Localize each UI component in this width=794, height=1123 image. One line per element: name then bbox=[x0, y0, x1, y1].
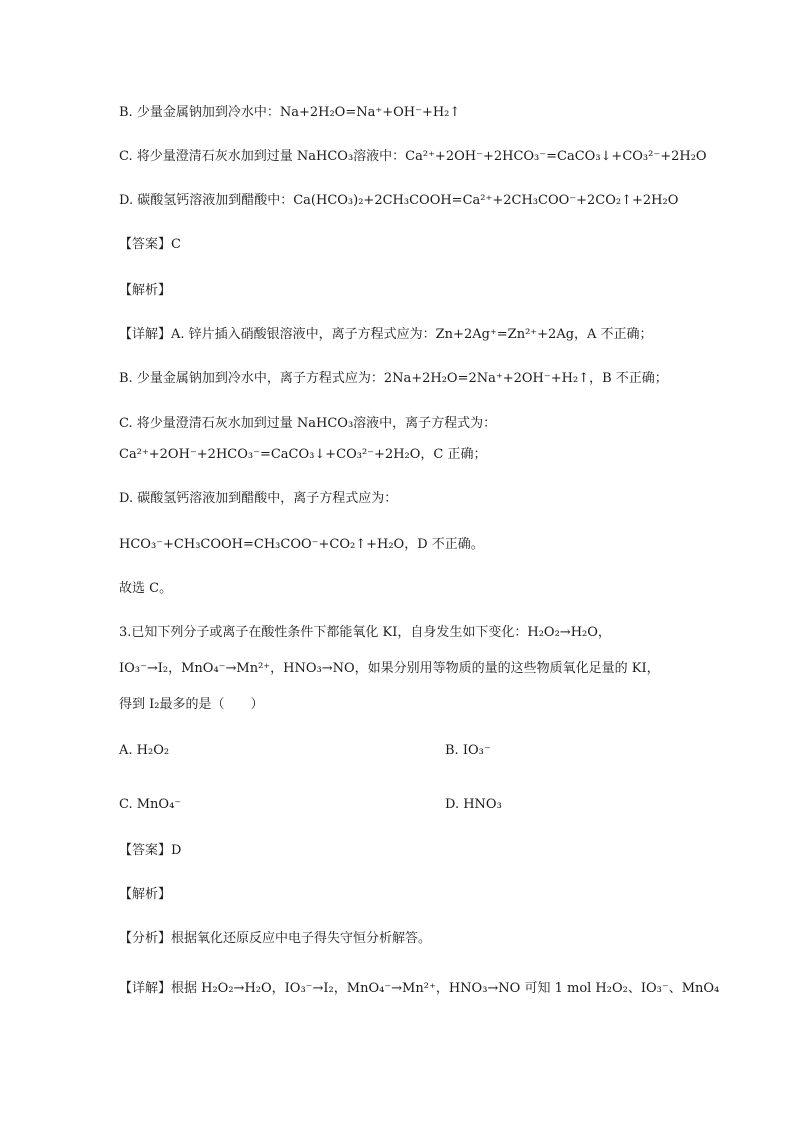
question-3-option-b: B. IO₃⁻ bbox=[445, 743, 491, 758]
option-c-text: C. 将少量澄清石灰水加到过量 NaHCO₃溶液中：Ca²⁺+2OH⁻+2HCO₃⁻=CaCO₃↓+CO₃²⁻+2H₂O bbox=[119, 149, 707, 164]
detail-d-text-1: D. 碳酸氢钙溶液加到醋酸中，离子方程式应为： bbox=[119, 491, 398, 506]
question-3-line-3: 得到 I₂最多的是（ ） bbox=[119, 697, 264, 712]
analysis-label-1: 【解析】 bbox=[119, 283, 172, 298]
conclusion-text: 故选 C。 bbox=[119, 581, 173, 596]
option-b-text: B. 少量金属钠加到冷水中：Na+2H₂O=Na⁺+OH⁻+H₂↑ bbox=[119, 105, 461, 120]
question-3-option-c: C. MnO₄⁻ bbox=[119, 797, 182, 812]
analysis-detail-text: 【分析】根据氧化还原反应中电子得失守恒分析解答。 bbox=[119, 931, 432, 946]
question-3-option-d: D. HNO₃ bbox=[445, 797, 502, 812]
detail-b-text: B. 少量金属钠加到冷水中，离子方程式应为：2Na+2H₂O=2Na⁺+2OH⁻+H₂↑，B 不正确； bbox=[119, 371, 668, 386]
detail-last-text: 【详解】根据 H₂O₂→H₂O，IO₃⁻→I₂，MnO₄⁻→Mn²⁺，HNO₃→NO 可知 1 mol H₂O₂、IO₃⁻、MnO₄ bbox=[119, 981, 720, 996]
detail-d-text-2: HCO₃⁻+CH₃COOH=CH₃COO⁻+CO₂↑+H₂O，D 不正确。 bbox=[119, 537, 484, 552]
question-3-option-a: A. H₂O₂ bbox=[119, 743, 170, 758]
answer-label-1: 【答案】C bbox=[119, 237, 181, 252]
analysis-label-2: 【解析】 bbox=[119, 887, 172, 902]
detail-c-text-2: Ca²⁺+2OH⁻+2HCO₃⁻=CaCO₃↓+CO₃²⁻+2H₂O，C 正确； bbox=[119, 447, 487, 462]
detail-c-text-1: C. 将少量澄清石灰水加到过量 NaHCO₃溶液中，离子方程式为： bbox=[119, 416, 497, 431]
question-3-line-1: 3.已知下列分子或离子在酸性条件下都能氧化 KI，自身发生如下变化：H₂O₂→H₂O， bbox=[119, 625, 611, 640]
question-3-line-2: IO₃⁻→I₂，MnO₄⁻→Mn²⁺，HNO₃→NO，如果分别用等物质的量的这些物质氧化足量的 KI， bbox=[119, 661, 660, 676]
detail-a-text: 【详解】A. 锌片插入硝酸银溶液中，离子方程式应为：Zn+2Ag⁺=Zn²⁺+2Ag，A 不正确； bbox=[119, 327, 653, 342]
answer-label-2: 【答案】D bbox=[119, 843, 182, 858]
option-d-text: D. 碳酸氢钙溶液加到醋酸中：Ca(HCO₃)₂+2CH₃COOH=Ca²⁺+2CH₃COO⁻+2CO₂↑+2H₂O bbox=[119, 193, 679, 208]
